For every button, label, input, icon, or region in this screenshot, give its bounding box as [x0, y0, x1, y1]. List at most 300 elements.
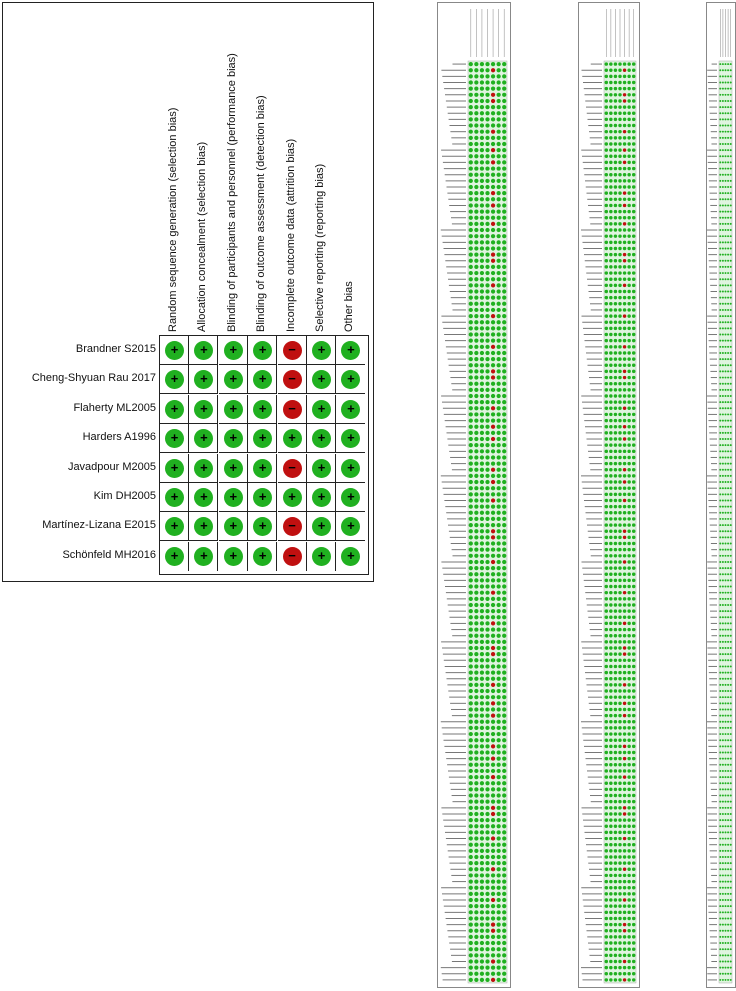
low-risk-dot: [618, 191, 621, 194]
low-risk-dot: [722, 801, 724, 803]
low-risk-dot: [725, 543, 727, 545]
low-risk-dot: [725, 973, 727, 975]
low-risk-dot: [632, 788, 635, 791]
low-risk-dot: [469, 339, 473, 343]
low-risk-dot: [469, 412, 473, 416]
low-risk-dot: [469, 277, 473, 281]
low-risk-dot: [632, 579, 635, 582]
low-risk-dot: [474, 640, 478, 644]
low-risk-dot: [627, 290, 630, 293]
low-risk-dot: [480, 683, 484, 687]
low-risk-dot: [632, 794, 635, 797]
low-risk-dot: [632, 87, 635, 90]
low-risk-dot: [722, 155, 724, 157]
low-risk-dot: [480, 455, 484, 459]
low-risk-dot: [719, 168, 721, 170]
low-risk-dot: [497, 843, 501, 847]
high-risk-dot: [491, 160, 495, 164]
low-risk-dot: [632, 480, 635, 483]
low-risk-dot: [497, 824, 501, 828]
low-risk-dot: [497, 904, 501, 908]
low-risk-dot: [632, 554, 635, 557]
low-risk-dot: [730, 579, 732, 581]
low-risk-dot: [605, 173, 608, 176]
low-risk-dot: [719, 881, 721, 883]
low-risk-dot: [614, 191, 617, 194]
low-risk-dot: [497, 591, 501, 595]
high-risk-dot: [623, 259, 626, 262]
low-risk-dot: [719, 844, 721, 846]
low-risk-dot: [719, 377, 721, 379]
low-risk-symbol: +: [288, 430, 296, 446]
low-risk-dot: [725, 352, 727, 354]
low-risk-dot: [618, 376, 621, 379]
low-risk-dot: [618, 554, 621, 557]
low-risk-dot: [485, 793, 489, 797]
low-risk-dot: [469, 400, 473, 404]
low-risk-dot: [722, 125, 724, 127]
high-risk-dot: [491, 253, 495, 257]
low-risk-dot: [719, 788, 721, 790]
low-risk-dot: [253, 429, 272, 448]
low-risk-dot: [491, 449, 495, 453]
low-risk-symbol: +: [258, 547, 267, 563]
low-risk-dot: [614, 216, 617, 219]
low-risk-dot: [491, 892, 495, 896]
low-risk-dot: [480, 148, 484, 152]
low-risk-dot: [469, 228, 473, 232]
low-risk-dot: [730, 254, 732, 256]
low-risk-dot: [194, 370, 213, 389]
low-risk-dot: [730, 604, 732, 606]
high-risk-dot: [623, 560, 626, 563]
low-risk-dot: [497, 529, 501, 533]
low-risk-dot: [722, 708, 724, 710]
low-risk-dot: [730, 911, 732, 913]
low-risk-dot: [719, 204, 721, 206]
low-risk-dot: [502, 326, 506, 330]
low-risk-dot: [502, 468, 506, 472]
low-risk-dot: [618, 450, 621, 453]
low-risk-dot: [502, 529, 506, 533]
low-risk-dot: [253, 400, 272, 419]
low-risk-dot: [730, 512, 732, 514]
low-risk-dot: [627, 880, 630, 883]
low-risk-dot: [605, 284, 608, 287]
low-risk-dot: [609, 419, 612, 422]
low-risk-dot: [609, 167, 612, 170]
low-risk-dot: [502, 339, 506, 343]
low-risk-dot: [722, 389, 724, 391]
low-risk-dot: [485, 216, 489, 220]
low-risk-dot: [623, 302, 626, 305]
low-risk-dot: [719, 641, 721, 643]
low-risk-dot: [730, 752, 732, 754]
low-risk-dot: [312, 400, 331, 419]
low-risk-dot: [480, 910, 484, 914]
low-risk-dot: [474, 929, 478, 933]
low-risk-dot: [627, 308, 630, 311]
low-risk-dot: [618, 917, 621, 920]
low-risk-dot: [605, 382, 608, 385]
low-risk-dot: [727, 715, 729, 717]
low-risk-dot: [730, 229, 732, 231]
low-risk-dot: [491, 455, 495, 459]
low-risk-dot: [485, 382, 489, 386]
low-risk-dot: [474, 941, 478, 945]
low-risk-dot: [497, 886, 501, 890]
low-risk-dot: [730, 715, 732, 717]
low-risk-dot: [480, 646, 484, 650]
low-risk-dot: [627, 185, 630, 188]
low-risk-dot: [730, 690, 732, 692]
low-risk-dot: [618, 130, 621, 133]
low-risk-dot: [469, 898, 473, 902]
low-risk-dot: [719, 456, 721, 458]
low-risk-dot: [730, 266, 732, 268]
low-risk-dot: [618, 185, 621, 188]
low-risk-dot: [480, 855, 484, 859]
low-risk-dot: [469, 972, 473, 976]
low-risk-dot: [730, 272, 732, 274]
low-risk-dot: [623, 290, 626, 293]
low-risk-dot: [632, 536, 635, 539]
rating-cell: [336, 395, 365, 424]
low-risk-dot: [632, 456, 635, 459]
low-risk-dot: [497, 873, 501, 877]
low-risk-dot: [627, 738, 630, 741]
low-risk-dot: [719, 696, 721, 698]
low-risk-dot: [719, 733, 721, 735]
low-risk-dot: [485, 486, 489, 490]
low-risk-dot: [609, 198, 612, 201]
low-risk-dot: [605, 732, 608, 735]
low-risk-dot: [502, 234, 506, 238]
low-risk-dot: [480, 363, 484, 367]
low-risk-dot: [605, 394, 608, 397]
low-risk-dot: [474, 621, 478, 625]
low-risk-dot: [727, 690, 729, 692]
low-risk-dot: [730, 659, 732, 661]
low-risk-dot: [627, 652, 630, 655]
low-risk-dot: [469, 492, 473, 496]
low-risk-dot: [474, 93, 478, 97]
low-risk-dot: [497, 80, 501, 84]
low-risk-dot: [727, 604, 729, 606]
low-risk-dot: [730, 960, 732, 962]
low-risk-dot: [474, 173, 478, 177]
low-risk-dot: [725, 125, 727, 127]
low-risk-dot: [480, 714, 484, 718]
low-risk-dot: [614, 253, 617, 256]
low-risk-dot: [502, 714, 506, 718]
low-risk-dot: [614, 868, 617, 871]
low-risk-dot: [719, 118, 721, 120]
low-risk-dot: [502, 117, 506, 121]
low-risk-dot: [727, 272, 729, 274]
rating-cell: [160, 483, 189, 512]
low-risk-dot: [491, 136, 495, 140]
low-risk-dot: [730, 420, 732, 422]
low-risk-dot: [632, 886, 635, 889]
low-risk-dot: [491, 418, 495, 422]
low-risk-dot: [627, 191, 630, 194]
low-risk-dot: [730, 334, 732, 336]
low-risk-dot: [725, 118, 727, 120]
low-risk-dot: [497, 191, 501, 195]
low-risk-dot: [725, 954, 727, 956]
low-risk-dot: [497, 634, 501, 638]
low-risk-dot: [469, 418, 473, 422]
low-risk-dot: [725, 831, 727, 833]
low-risk-dot: [502, 130, 506, 134]
low-risk-dot: [730, 407, 732, 409]
low-risk-dot: [609, 585, 612, 588]
low-risk-dot: [491, 474, 495, 478]
low-risk-dot: [627, 413, 630, 416]
low-risk-dot: [485, 191, 489, 195]
low-risk-dot: [730, 346, 732, 348]
low-risk-dot: [725, 616, 727, 618]
low-risk-dot: [725, 315, 727, 317]
low-risk-dot: [605, 468, 608, 471]
low-risk-dot: [485, 296, 489, 300]
low-risk-dot: [480, 843, 484, 847]
low-risk-symbol: +: [229, 489, 238, 504]
low-risk-dot: [502, 492, 506, 496]
low-risk-dot: [632, 93, 635, 96]
low-risk-dot: [469, 609, 473, 613]
low-risk-dot: [730, 586, 732, 588]
low-risk-dot: [502, 474, 506, 478]
low-risk-dot: [618, 622, 621, 625]
low-risk-dot: [474, 406, 478, 410]
low-risk-dot: [605, 431, 608, 434]
low-risk-dot: [474, 80, 478, 84]
high-risk-dot: [623, 222, 626, 225]
low-risk-symbol: +: [347, 459, 355, 475]
low-risk-dot: [632, 529, 635, 532]
rating-cell: [278, 542, 307, 571]
low-risk-dot: [480, 695, 484, 699]
low-risk-dot: [502, 800, 506, 804]
low-risk-dot: [497, 437, 501, 441]
low-risk-dot: [469, 621, 473, 625]
low-risk-dot: [609, 296, 612, 299]
low-risk-dot: [502, 123, 506, 127]
low-risk-dot: [480, 972, 484, 976]
low-risk-dot: [491, 554, 495, 558]
low-risk-dot: [727, 297, 729, 299]
low-risk-dot: [480, 111, 484, 115]
low-risk-dot: [497, 707, 501, 711]
low-risk-dot: [722, 567, 724, 569]
low-risk-dot: [474, 806, 478, 810]
low-risk-dot: [605, 659, 608, 662]
low-risk-dot: [497, 265, 501, 269]
low-risk-dot: [632, 204, 635, 207]
low-risk-dot: [474, 486, 478, 490]
low-risk-dot: [469, 744, 473, 748]
low-risk-dot: [491, 910, 495, 914]
low-risk-dot: [614, 640, 617, 643]
low-risk-dot: [727, 573, 729, 575]
low-risk-dot: [480, 498, 484, 502]
low-risk-dot: [730, 315, 732, 317]
low-risk-dot: [725, 241, 727, 243]
low-risk-dot: [491, 394, 495, 398]
low-risk-dot: [730, 899, 732, 901]
low-risk-dot: [474, 87, 478, 91]
low-risk-dot: [312, 341, 331, 360]
low-risk-dot: [730, 149, 732, 151]
low-risk-dot: [502, 978, 506, 982]
low-risk-dot: [623, 689, 626, 692]
low-risk-dot: [632, 112, 635, 115]
low-risk-dot: [623, 886, 626, 889]
low-risk-dot: [719, 604, 721, 606]
low-risk-dot: [474, 302, 478, 306]
low-risk-dot: [722, 641, 724, 643]
low-risk-dot: [491, 769, 495, 773]
low-risk-dot: [614, 277, 617, 280]
low-risk-dot: [623, 585, 626, 588]
low-risk-dot: [722, 598, 724, 600]
low-risk-dot: [632, 923, 635, 926]
low-risk-dot: [609, 148, 612, 151]
low-risk-dot: [727, 438, 729, 440]
low-risk-dot: [632, 364, 635, 367]
low-risk-dot: [623, 677, 626, 680]
low-risk-dot: [727, 499, 729, 501]
low-risk-symbol: +: [317, 430, 326, 446]
low-risk-dot: [609, 247, 612, 250]
low-risk-dot: [480, 572, 484, 576]
low-risk-dot: [497, 578, 501, 582]
low-risk-dot: [485, 898, 489, 902]
low-risk-dot: [614, 800, 617, 803]
low-risk-dot: [730, 94, 732, 96]
low-risk-dot: [485, 947, 489, 951]
low-risk-dot: [469, 271, 473, 275]
low-risk-dot: [627, 837, 630, 840]
low-risk-dot: [253, 488, 272, 507]
low-risk-dot: [497, 597, 501, 601]
low-risk-dot: [491, 326, 495, 330]
low-risk-dot: [469, 670, 473, 674]
rating-cell: [278, 395, 307, 424]
high-risk-symbol: −: [288, 459, 296, 475]
low-risk-dot: [605, 763, 608, 766]
low-risk-dot: [725, 174, 727, 176]
low-risk-dot: [485, 209, 489, 213]
low-risk-dot: [730, 917, 732, 919]
low-risk-dot: [474, 615, 478, 619]
low-risk-dot: [727, 327, 729, 329]
low-risk-dot: [730, 481, 732, 483]
low-risk-dot: [491, 228, 495, 232]
low-risk-dot: [632, 665, 635, 668]
low-risk-dot: [474, 652, 478, 656]
low-risk-dot: [609, 573, 612, 576]
low-risk-dot: [627, 130, 630, 133]
low-risk-dot: [722, 499, 724, 501]
low-risk-dot: [614, 394, 617, 397]
low-risk-dot: [627, 542, 630, 545]
low-risk-dot: [632, 179, 635, 182]
low-risk-dot: [605, 118, 608, 121]
low-risk-dot: [614, 228, 617, 231]
low-risk-dot: [725, 106, 727, 108]
low-risk-dot: [497, 898, 501, 902]
low-risk-dot: [722, 383, 724, 385]
low-risk-dot: [627, 954, 630, 957]
low-risk-dot: [480, 677, 484, 681]
low-risk-dot: [485, 400, 489, 404]
low-risk-dot: [474, 382, 478, 386]
low-risk-dot: [614, 818, 617, 821]
low-risk-dot: [627, 284, 630, 287]
low-risk-dot: [719, 567, 721, 569]
low-risk-dot: [497, 584, 501, 588]
low-risk-dot: [722, 573, 724, 575]
low-risk-dot: [605, 579, 608, 582]
low-risk-dot: [632, 124, 635, 127]
low-risk-dot: [485, 843, 489, 847]
low-risk-dot: [618, 812, 621, 815]
low-risk-dot: [618, 609, 621, 612]
low-risk-dot: [627, 745, 630, 748]
low-risk-dot: [605, 105, 608, 108]
low-risk-dot: [502, 209, 506, 213]
low-risk-dot: [614, 659, 617, 662]
high-risk-dot: [623, 646, 626, 649]
low-risk-dot: [485, 185, 489, 189]
low-risk-dot: [618, 320, 621, 323]
low-risk-dot: [727, 647, 729, 649]
low-risk-dot: [719, 924, 721, 926]
low-risk-dot: [632, 437, 635, 440]
low-risk-dot: [502, 185, 506, 189]
low-risk-dot: [722, 752, 724, 754]
low-risk-dot: [632, 831, 635, 834]
low-risk-dot: [722, 321, 724, 323]
low-risk-dot: [627, 603, 630, 606]
low-risk-dot: [627, 277, 630, 280]
low-risk-dot: [623, 634, 626, 637]
low-risk-dot: [469, 695, 473, 699]
low-risk-dot: [614, 290, 617, 293]
low-risk-dot: [469, 757, 473, 761]
low-risk-dot: [614, 745, 617, 748]
low-risk-dot: [719, 131, 721, 133]
low-risk-dot: [491, 787, 495, 791]
low-risk-dot: [497, 935, 501, 939]
low-risk-dot: [727, 696, 729, 698]
low-risk-dot: [502, 781, 506, 785]
low-risk-dot: [730, 389, 732, 391]
low-risk-dot: [485, 879, 489, 883]
low-risk-dot: [480, 775, 484, 779]
low-risk-dot: [497, 74, 501, 78]
low-risk-dot: [502, 74, 506, 78]
low-risk-dot: [502, 873, 506, 877]
low-risk-dot: [469, 99, 473, 103]
low-risk-dot: [727, 186, 729, 188]
low-risk-dot: [614, 210, 617, 213]
low-risk-dot: [632, 751, 635, 754]
low-risk-dot: [725, 383, 727, 385]
